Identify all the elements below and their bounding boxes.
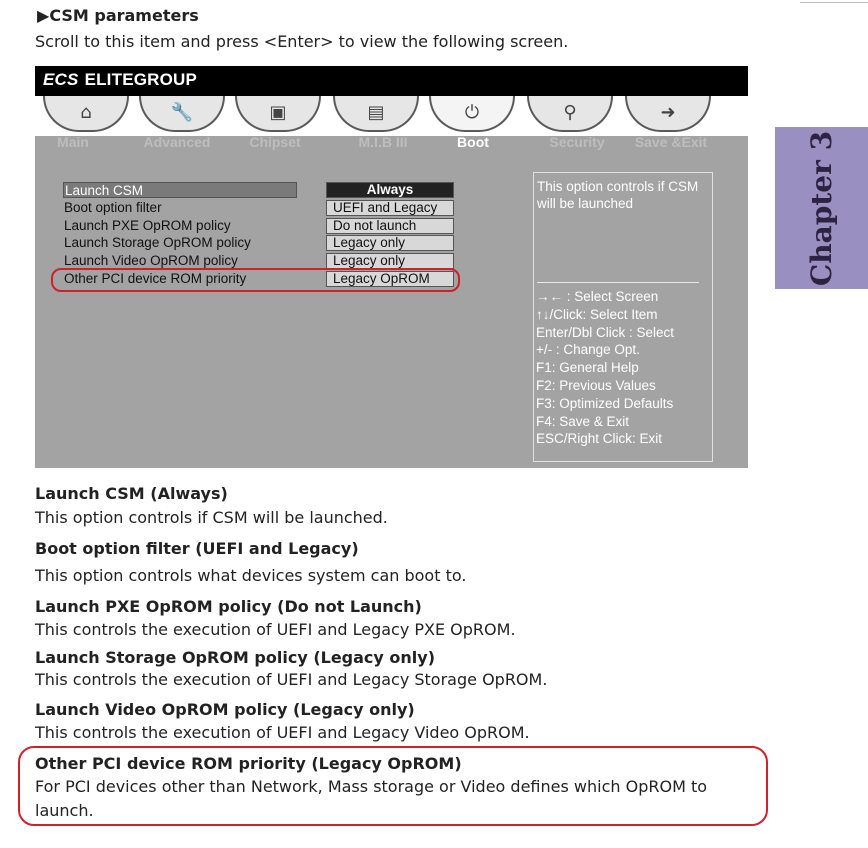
value-other-pci-rom[interactable]: Legacy OpROM xyxy=(326,271,454,287)
key-change-opt: +/- : Change Opt. xyxy=(536,342,640,358)
desc-heading-video: Launch Video OpROM policy (Legacy only) xyxy=(35,700,415,719)
key-save-exit: F4: Save & Exit xyxy=(536,413,630,429)
key-select-screen: →← : Select Screen xyxy=(536,289,659,304)
tab-label-main[interactable]: Main xyxy=(57,134,89,150)
power-icon: ⏻ xyxy=(464,102,480,123)
highlight-other-pci-row xyxy=(51,268,460,292)
key-optimized-defaults: F3: Optimized Defaults xyxy=(536,395,674,411)
brand xyxy=(43,70,197,90)
tab-label-boot[interactable]: Boot xyxy=(457,134,489,150)
value-launch-csm[interactable]: Always xyxy=(326,182,454,198)
chart-icon: ▤ xyxy=(367,102,385,123)
setting-launch-storage[interactable]: Launch Storage OpROM policy xyxy=(64,235,251,250)
help-divider xyxy=(537,282,699,283)
desc-body-boot-filter: This option controls what devices system can boot to. xyxy=(35,566,467,585)
value-launch-video[interactable]: Legacy only xyxy=(326,253,454,269)
desc-body-launch-csm: This option controls if CSM will be launched. xyxy=(35,508,388,527)
setting-other-pci-rom[interactable]: Other PCI device ROM priority xyxy=(64,271,247,286)
ecs-logo: ECS xyxy=(43,70,79,89)
key-exit: ESC/Right Click: Exit xyxy=(536,431,663,447)
tab-label-mib[interactable]: M.I.B III xyxy=(358,134,408,150)
triangle-bullet-icon: ▶ xyxy=(37,6,50,25)
desc-heading-launch-csm: Launch CSM (Always) xyxy=(35,484,228,503)
key-select: Enter/Dbl Click : Select xyxy=(536,324,675,340)
wrench-icon: 🔧 xyxy=(170,102,194,123)
tab-label-security[interactable]: Security xyxy=(549,134,605,150)
exit-door-icon: ➜ xyxy=(660,102,676,123)
desc-body-other-pci-line2: launch. xyxy=(35,801,94,820)
value-boot-option-filter[interactable]: UEFI and Legacy xyxy=(326,200,454,216)
header-rule xyxy=(800,2,868,3)
desc-body-storage: This controls the execution of UEFI and Legacy Storage OpROM. xyxy=(35,670,548,689)
section-title: ▶CSM parameters xyxy=(37,6,199,25)
help-text: This option controls if CSM will be launched xyxy=(537,179,699,211)
tab-label-advanced[interactable]: Advanced xyxy=(143,134,211,150)
chip-icon: ▣ xyxy=(269,102,287,123)
desc-heading-other-pci: Other PCI device ROM priority (Legacy OpROM) xyxy=(35,754,462,773)
key-icon: ⚲ xyxy=(563,102,577,123)
brand-name: ELITEGROUP xyxy=(84,70,198,89)
key-previous-values: F2: Previous Values xyxy=(536,377,656,393)
bios-screenshot xyxy=(35,66,748,468)
desc-body-video: This controls the execution of UEFI and Legacy Video OpROM. xyxy=(35,723,530,742)
setting-launch-csm[interactable]: Launch CSM xyxy=(63,182,297,198)
bios-title-bar xyxy=(35,66,748,96)
desc-heading-pxe: Launch PXE OpROM policy (Do not Launch) xyxy=(35,597,422,616)
value-launch-pxe[interactable]: Do not launch xyxy=(326,218,454,234)
value-launch-storage[interactable]: Legacy only xyxy=(326,235,454,251)
setting-launch-pxe[interactable]: Launch PXE OpROM policy xyxy=(64,218,231,233)
setting-boot-option-filter[interactable]: Boot option filter xyxy=(64,200,162,215)
desc-heading-storage: Launch Storage OpROM policy (Legacy only) xyxy=(35,648,436,667)
key-legend xyxy=(536,288,674,448)
desc-body-pxe: This controls the execution of UEFI and Legacy PXE OpROM. xyxy=(35,620,516,639)
home-icon: ⌂ xyxy=(80,102,92,123)
chapter-tab-label: Chapter 3 xyxy=(805,130,838,286)
key-general-help: F1: General Help xyxy=(536,360,639,376)
tab-label-save-exit[interactable]: Save &Exit xyxy=(634,134,708,150)
desc-heading-boot-filter: Boot option filter (UEFI and Legacy) xyxy=(35,539,359,558)
setting-launch-video[interactable]: Launch Video OpROM policy xyxy=(64,253,238,268)
section-intro: Scroll to this item and press <Enter> to view the following screen. xyxy=(35,32,569,51)
tab-label-chipset[interactable]: Chipset xyxy=(249,134,301,150)
desc-body-other-pci-line1: For PCI devices other than Network, Mass storage or Video defines which OpROM to xyxy=(35,777,708,796)
key-select-item: ↑↓/Click: Select Item xyxy=(536,306,658,322)
